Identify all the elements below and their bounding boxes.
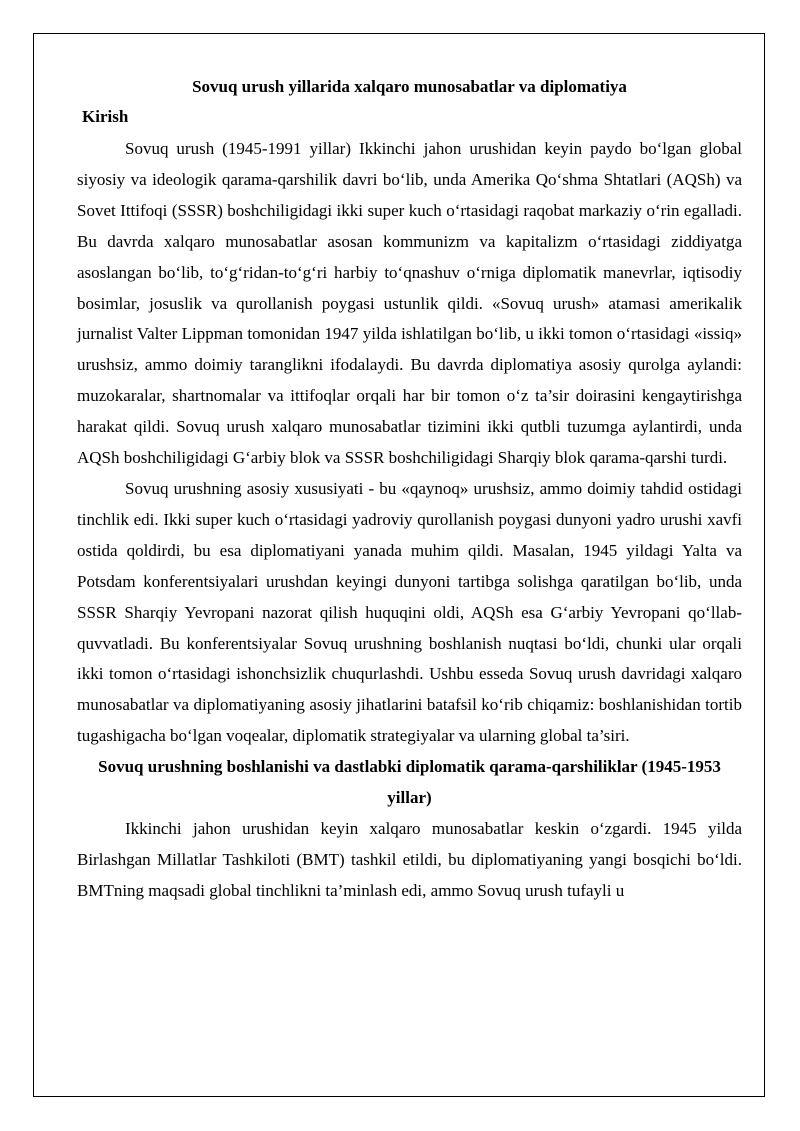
intro-heading: Kirish [82,107,129,126]
document-body [77,74,742,907]
section-heading: Sovuq urushning boshlanishi va dastlabki diplomatik qarama-qarshiliklar (1945-1953 yillar) [98,757,721,808]
document-title: Sovuq urush yillarida xalqaro munosabatlar va diplomatiya [192,77,627,96]
paragraph: Sovuq urush (1945-1991 yillar) Ikkinchi jahon urushidan keyin paydo bo‘lgan global siyosiy va ideologik qarama-qarshilik davri bo‘lib, unda Amerika Qo‘shma Shtatlari (AQSh) va Sovet Ittifoqi (SSSR) boshchiligidagi ikki super kuch o‘rtasidagi raqobat markaziy o‘rin egalladi. Bu davrda xalqaro munosabatlar asosan kommunizm va kapitalizm o‘rtasidagi ziddiyatga asoslangan bo‘lib, to‘g‘ridan-to‘g‘ri harbiy to‘qnashuv o‘rniga diplomatik manevrlar, iqtisodiy bosimlar, josuslik va qurollanish poygasi ustunlik qildi. «Sovuq urush» atamasi amerikalik jurnalist Valter Lippman tomonidan 1947 yilda ishlatilgan bo‘lib, u ikki tomon o‘rtasidagi «issiq» urushsiz, ammo doimiy taranglikni ifodalaydi. Bu davrda diplomatiya asosiy qurolga aylandi: muzokaralar, shartnomalar va ittifoqlar orqali har bir tomon o‘z ta’sir doirasini kengaytirishga harakat qildi. Sovuq urush xalqaro munosabatlar tizimini ikki qutbli tuzumga aylantirdi, unda AQSh boshchiligidagi G‘arbiy blok va SSSR boshchiligidagi Sharqiy blok qarama-qarshi turdi. [77,139,742,468]
paragraph: Sovuq urushning asosiy xususiyati - bu «qaynoq» urushsiz, ammo doimiy tahdid ostidagi tinchlik edi. Ikki super kuch o‘rtasidagi yadroviy qurollanish poygasi dunyoni yadro urushi xavfi ostida qoldirdi, bu esa diplomatiyani yanada muhim qildi. Masalan, 1945 yildagi Yalta va Potsdam konferentsiyalari urushdan keyingi dunyoni tartibga solishga qaratilgan bo‘lib, unda SSSR Sharqiy Yevropani nazorat qilish huquqini oldi, AQSh esa G‘arbiy Yevropani qo‘llab-quvvatladi. Bu konferentsiyalar Sovuq urushning boshlanish nuqtasi bo‘ldi, chunki ular orqali ikki tomon o‘rtasidagi ishonchsizlik chuqurlashdi. Ushbu esseda Sovuq urush davridagi xalqaro munosabatlar va diplomatiyaning asosiy jihatlarini batafsil ko‘rib chiqamiz: boshlanishidan tortib tugashigacha bo‘lgan voqealar, diplomatik strategiyalar va ularning global ta’siri. [77,478,742,746]
section-paragraph: Ikkinchi jahon urushidan keyin xalqaro munosabatlar keskin o‘zgardi. 1945 yilda Birlashgan Millatlar Tashkiloti (BMT) tashkil etildi, bu diplomatiyaning yangi bosqichi bo‘ldi. BMTning maqsadi global tinchlikni ta’minlash edi, ammo Sovuq urush tufayli u [77,818,742,900]
